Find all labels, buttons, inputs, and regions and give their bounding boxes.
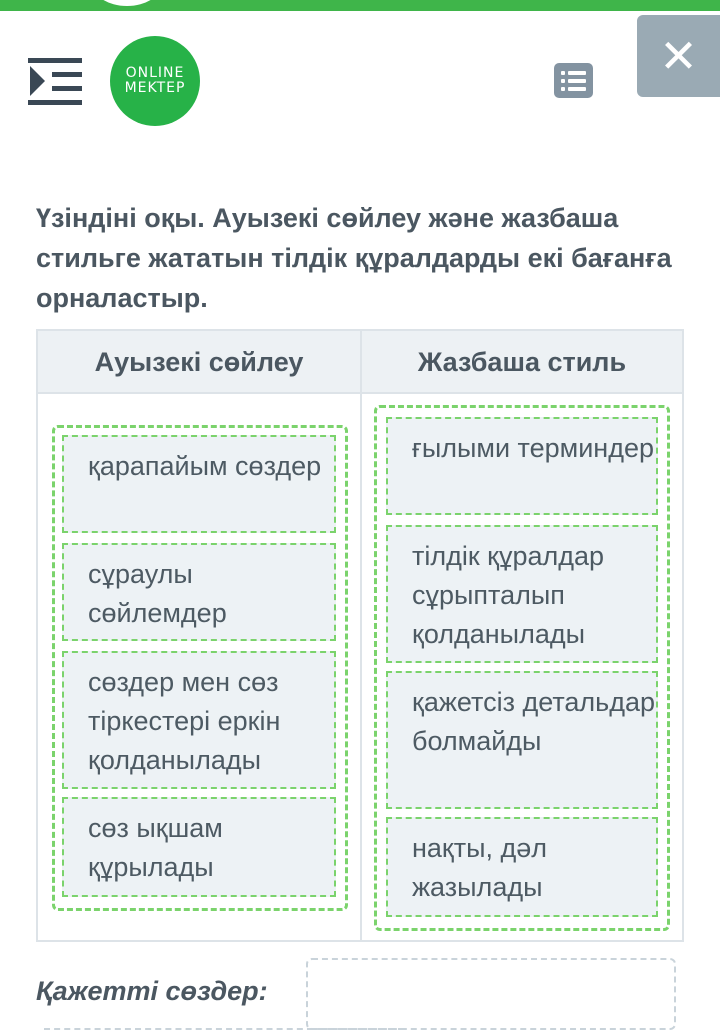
close-icon: ✕ (659, 30, 698, 82)
header-written-style: Жазбаша стиль (417, 347, 627, 377)
card-left-4[interactable]: сөз ықшам құрылады (62, 797, 336, 897)
bottom-dropzone-edge (44, 1028, 404, 1034)
card-right-3[interactable]: қажетсіз детальдар болмайды (386, 671, 658, 809)
card-right-2[interactable]: тілдік құралдар сұрыпталып қолданылады (386, 525, 658, 663)
card-right-1[interactable]: ғылыми терминдер (386, 417, 658, 515)
list-icon[interactable] (554, 63, 593, 98)
header-oral-speech: Ауызекі сөйлеу (94, 347, 304, 377)
card-left-2[interactable]: сұраулы сөйлемдер (62, 543, 336, 641)
online-mektep-logo[interactable] (110, 36, 200, 126)
needed-words-label: Қажетті сөздер: (36, 976, 268, 1006)
indent-menu-icon[interactable] (28, 56, 82, 108)
card-right-4[interactable]: нақты, дәл жазылады (386, 817, 658, 917)
logo-line1: ONLINE (125, 65, 185, 81)
sorting-table (36, 329, 684, 942)
task-question: Үзіндіні оқы. Ауызекі сөйлеу және жазбаша стильге жататын тілдік құралдарды екі бағанға орналастыр. (36, 203, 672, 313)
needed-words-dropzone[interactable] (306, 958, 676, 1030)
column-divider (360, 331, 362, 940)
card-left-3[interactable]: сөздер мен сөз тіркестері еркін қолданылады (62, 651, 336, 789)
card-left-1[interactable]: қарапайым сөздер (62, 435, 336, 533)
close-button[interactable] (637, 15, 720, 97)
logo-line2: MEKTEP (124, 80, 186, 96)
